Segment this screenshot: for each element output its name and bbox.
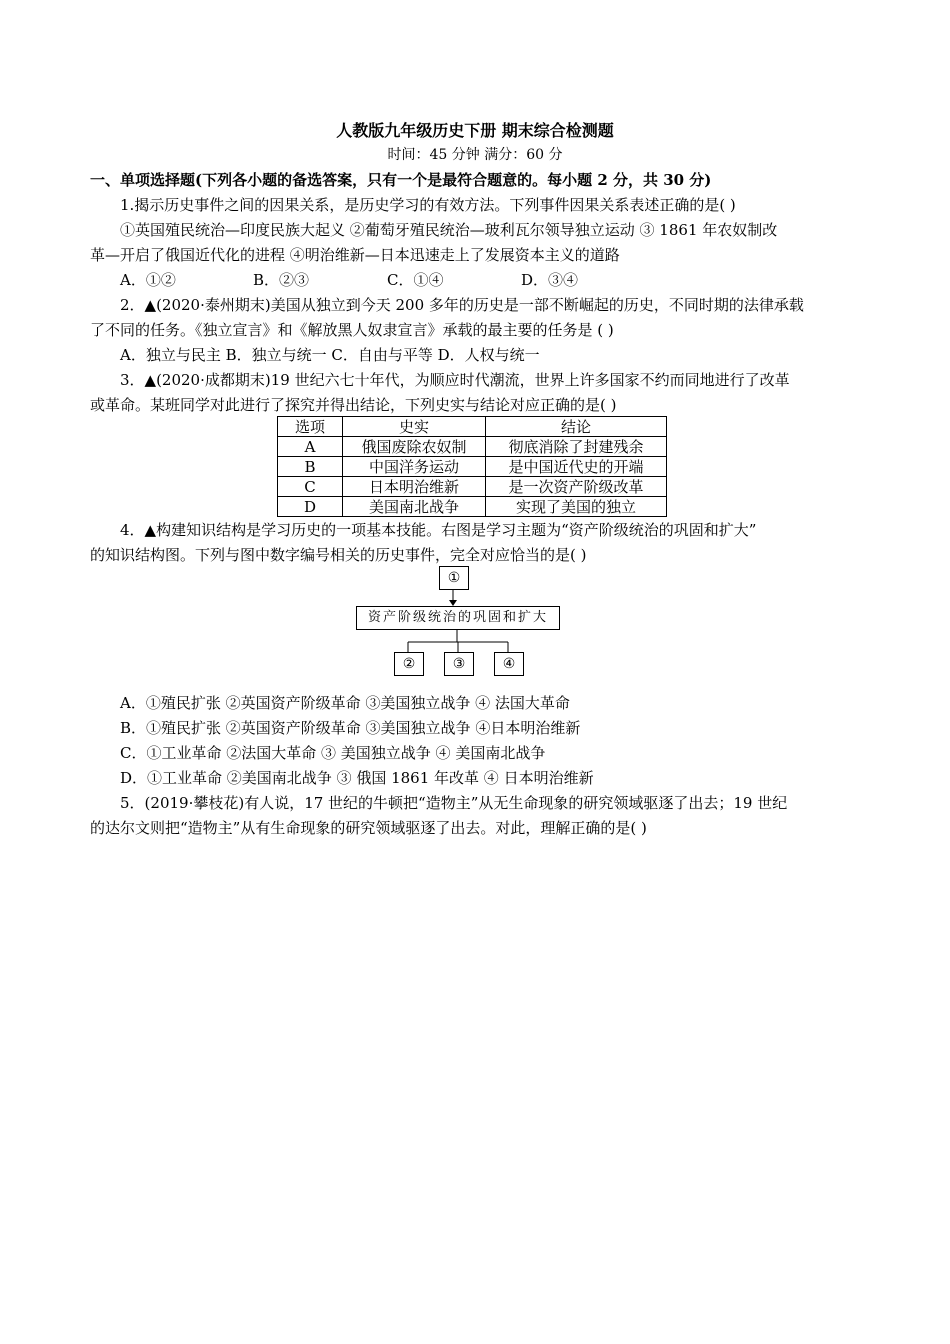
q5-stem-line1: 5．(2019·攀枝花)有人说，17 世纪的牛顿把“造物主”从无生命现象的研究领域驱逐了出去；19 世纪 xyxy=(120,794,788,812)
q4-option-a: A．①殖民扩张 ②英国资产阶级革命 ③美国独立战争 ④ 法国大革命 xyxy=(120,694,570,712)
knowledge-structure-diagram xyxy=(356,566,562,682)
q4-stem-line1: 4．▲构建知识结构是学习历史的一项基本技能。右图是学习主题为“资产阶级统治的巩固和扩大” xyxy=(120,521,757,539)
q1-items-line1: ①英国殖民统治—印度民族大起义 ②葡萄牙殖民统治—玻利瓦尔领导独立运动 ③ 1861 年农奴制改 xyxy=(120,221,778,239)
table-row xyxy=(278,437,667,457)
q4-stem-line2: 的知识结构图。下列与图中数字编号相关的历史事件，完全对应恰当的是( ) xyxy=(90,546,587,564)
diagram-box-4: ④ xyxy=(494,652,524,676)
q2-stem-line1: 2．▲(2020·泰州期末)美国从独立到今天 200 多年的历史是一部不断崛起的历史，不同时期的法律承载 xyxy=(120,296,804,314)
table-row xyxy=(278,497,667,517)
q4-option-c: C．①工业革命 ②法国大革命 ③ 美国独立战争 ④ 美国南北战争 xyxy=(120,744,546,762)
q3-table xyxy=(277,416,667,517)
table-cell: 俄国废除农奴制 xyxy=(343,437,486,457)
q1-stem: 1.揭示历史事件之间的因果关系，是历史学习的有效方法。下列事件因果关系表述正确的是( ) xyxy=(120,196,736,214)
table-header-row xyxy=(278,417,667,437)
q1-option-a: A．①② xyxy=(120,271,176,289)
q1-items-line2: 革—开启了俄国近代化的进程 ④明治维新—日本迅速走上了发展资本主义的道路 xyxy=(90,246,620,264)
table-cell: 美国南北战争 xyxy=(343,497,486,517)
table-cell: 是中国近代史的开端 xyxy=(486,457,667,477)
table-cell: C xyxy=(278,477,343,497)
diagram-box-3: ③ xyxy=(444,652,474,676)
q1-option-d: D．③④ xyxy=(521,271,579,289)
diagram-box-1: ① xyxy=(439,566,469,590)
table-row xyxy=(278,477,667,497)
table-header-cell: 史实 xyxy=(343,417,486,437)
diagram-box-2: ② xyxy=(394,652,424,676)
q1-options xyxy=(120,270,870,290)
table-header-cell: 选项 xyxy=(278,417,343,437)
table-cell: 彻底消除了封建残余 xyxy=(486,437,667,457)
q1-option-c: C．①④ xyxy=(387,271,444,289)
page-title: 人教版九年级历史下册 期末综合检测题 xyxy=(336,121,614,140)
table-cell: 实现了美国的独立 xyxy=(486,497,667,517)
table-header-cell: 结论 xyxy=(486,417,667,437)
table-cell: B xyxy=(278,457,343,477)
q3-stem-line2: 或革命。某班同学对此进行了探究并得出结论，下列史实与结论对应正确的是( ) xyxy=(90,396,617,414)
table-cell: 中国洋务运动 xyxy=(343,457,486,477)
q2-stem-line2: 了不同的任务。《独立宣言》和《解放黑人奴隶宣言》承载的最主要的任务是 ( ) xyxy=(90,321,614,339)
section-heading: 一、单项选择题(下列各小题的备选答案，只有一个是最符合题意的。每小题 2 分，共 30 分) xyxy=(90,171,712,189)
diagram-main-box: 资产阶级统治的巩固和扩大 xyxy=(356,606,560,630)
q2-options: A．独立与民主 B．独立与统一 C．自由与平等 D．人权与统一 xyxy=(120,346,540,364)
table-cell: A xyxy=(278,437,343,457)
q1-option-b: B．②③ xyxy=(253,271,310,289)
q3-stem-line1: 3．▲(2020·成都期末)19 世纪六七十年代，为顺应时代潮流，世界上许多国家不约而同地进行了改革 xyxy=(120,371,790,389)
table-cell: D xyxy=(278,497,343,517)
table-row xyxy=(278,457,667,477)
exam-time-score: 时间：45 分钟 满分：60 分 xyxy=(387,147,563,163)
q4-option-d: D．①工业革命 ②美国南北战争 ③ 俄国 1861 年改革 ④ 日本明治维新 xyxy=(120,769,594,787)
q4-option-b: B．①殖民扩张 ②英国资产阶级革命 ③美国独立战争 ④日本明治维新 xyxy=(120,719,581,737)
q5-stem-line2: 的达尔文则把“造物主”从有生命现象的研究领域驱逐了出去。对此，理解正确的是( ) xyxy=(90,819,647,837)
table-cell: 是一次资产阶级改革 xyxy=(486,477,667,497)
table-cell: 日本明治维新 xyxy=(343,477,486,497)
